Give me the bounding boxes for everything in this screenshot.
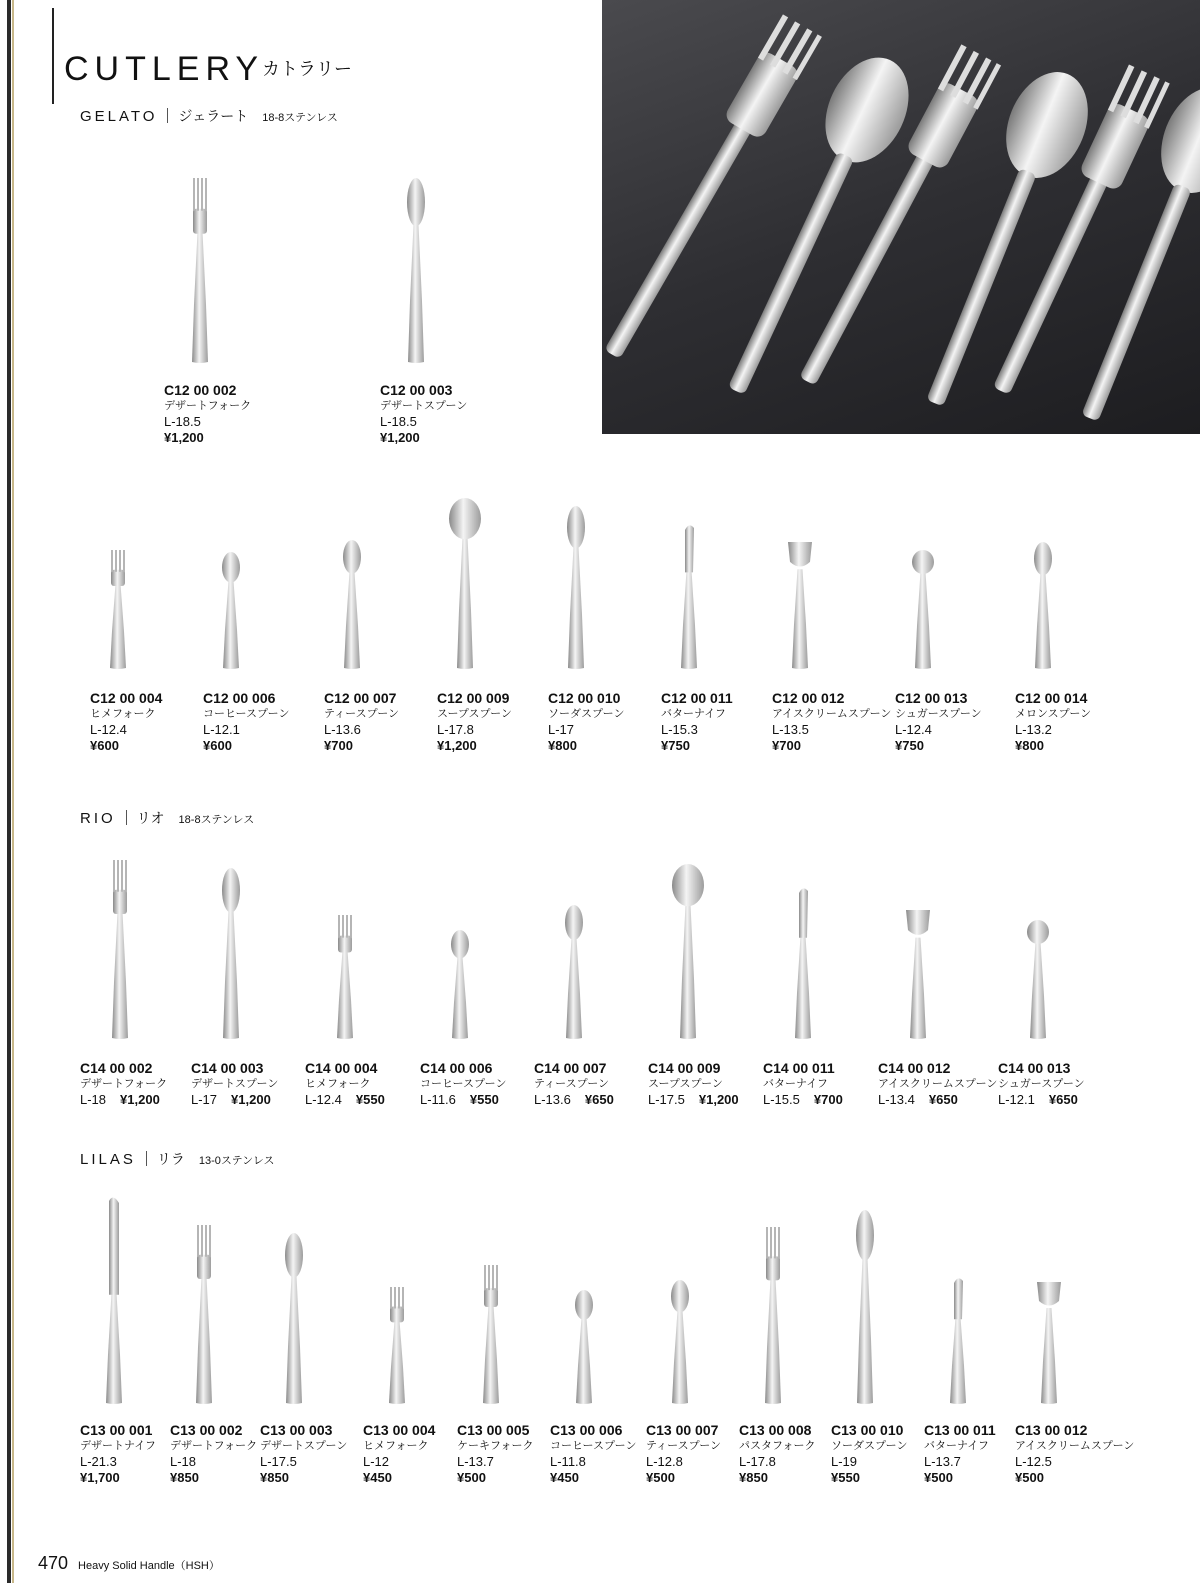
- product-image: [445, 498, 485, 670]
- product-name: バターナイフ: [763, 1078, 828, 1090]
- product-price: ¥650: [584, 1092, 614, 1107]
- sugar-spoon-icon: [1018, 920, 1058, 1040]
- product-name: デザートスプーン: [191, 1078, 279, 1090]
- product-code: C13 00 010: [831, 1422, 904, 1438]
- sugar-spoon-icon: [903, 550, 943, 670]
- series-material: 13-0ステンレス: [198, 1155, 275, 1167]
- product-price: ¥700: [324, 738, 353, 753]
- series-name: GELATO: [80, 108, 158, 125]
- series-material: 18-8ステンレス: [178, 814, 255, 826]
- product-name: アイスクリームスプーン: [1015, 1440, 1135, 1452]
- series-name-ja: リラ: [156, 1151, 185, 1167]
- product-name: デザートフォーク: [170, 1440, 258, 1452]
- product-price: ¥600: [203, 738, 232, 753]
- spoon-icon: [1023, 542, 1063, 670]
- product-code: C14 00 013: [998, 1060, 1071, 1076]
- fork-icon: [753, 1227, 793, 1405]
- product-code: C13 00 002: [170, 1422, 243, 1438]
- product-length: L-17.8: [739, 1454, 776, 1469]
- product-code: C14 00 011: [763, 1060, 835, 1076]
- product-image: [325, 915, 365, 1040]
- product-price: ¥800: [548, 738, 577, 753]
- product-label: [1015, 1422, 1134, 1486]
- product-name: コーヒースプーン: [203, 708, 290, 720]
- spoon-icon: [660, 1280, 700, 1405]
- product-price: ¥600: [90, 738, 119, 753]
- product-code: C13 00 001: [80, 1422, 153, 1438]
- ice-cream-spoon-icon: [1029, 1280, 1069, 1405]
- product-price: ¥700: [813, 1092, 843, 1107]
- product-name: デザートスプーン: [260, 1440, 348, 1452]
- product-name: アイスクリームスプーン: [878, 1078, 998, 1090]
- product-name: デザートフォーク: [164, 400, 252, 412]
- product-code: C12 00 014: [1015, 690, 1088, 706]
- product-price: ¥850: [739, 1470, 768, 1485]
- product-code: C12 00 013: [895, 690, 968, 706]
- product-code: C14 00 006: [420, 1060, 493, 1076]
- product-label: [203, 690, 289, 754]
- product-name: ティースプーン: [324, 708, 400, 720]
- product-code: C12 00 010: [548, 690, 621, 706]
- product-label: [924, 1422, 996, 1486]
- product-code: C13 00 008: [739, 1422, 812, 1438]
- product-code: C13 00 012: [1015, 1422, 1088, 1438]
- product-price: ¥550: [469, 1092, 499, 1107]
- cutlery-photo-illustration: [602, 0, 1200, 434]
- product-price: ¥550: [831, 1470, 860, 1485]
- product-length: L-12.5: [1015, 1454, 1052, 1469]
- product-length-price: [998, 1092, 1085, 1108]
- product-price: ¥500: [457, 1470, 486, 1485]
- product-name: ケーキフォーク: [457, 1440, 534, 1452]
- product-length: L-18: [170, 1454, 197, 1469]
- product-code: C12 00 011: [661, 690, 733, 706]
- product-price: ¥1,200: [120, 1092, 160, 1107]
- fork-icon: [180, 178, 220, 364]
- fork-icon: [100, 860, 140, 1040]
- product-length: L-12: [363, 1454, 390, 1469]
- product-label: [90, 690, 162, 754]
- product-image: [332, 540, 372, 670]
- product-length: L-12.4: [90, 722, 127, 737]
- product-length: L-18.5: [380, 414, 417, 429]
- product-code: C13 00 011: [924, 1422, 996, 1438]
- spoon-icon: [845, 1210, 885, 1405]
- product-length: L-17.5: [260, 1454, 297, 1469]
- product-price: ¥650: [1048, 1092, 1078, 1107]
- product-price: ¥450: [550, 1470, 579, 1485]
- product-length: L-11.6: [420, 1092, 456, 1107]
- product-name: バターナイフ: [661, 708, 726, 720]
- product-length: L-17: [191, 1092, 218, 1107]
- product-length: L-19: [831, 1454, 858, 1469]
- product-image: [1023, 542, 1063, 670]
- spoon-icon: [211, 868, 251, 1040]
- butter-knife-icon: [669, 522, 709, 670]
- product-image: [94, 1193, 134, 1405]
- title-rule: [52, 8, 54, 104]
- product-length: L-12.1: [203, 722, 240, 737]
- product-image: [396, 178, 436, 364]
- product-code: C13 00 006: [550, 1422, 623, 1438]
- product-image: [98, 550, 138, 670]
- product-label: [260, 1422, 347, 1486]
- product-image: [440, 930, 480, 1040]
- product-length: L-13.7: [457, 1454, 494, 1469]
- product-image: [903, 550, 943, 670]
- product-length-price: [191, 1092, 278, 1108]
- product-name: メロンスプーン: [1015, 708, 1092, 720]
- series-name-ja: リオ: [136, 810, 165, 826]
- product-code: C14 00 003: [191, 1060, 264, 1076]
- product-image: [1029, 1280, 1069, 1405]
- product-length-price: [420, 1092, 506, 1108]
- product-code: C12 00 006: [203, 690, 276, 706]
- product-image: [1018, 920, 1058, 1040]
- product-name: デザートナイフ: [80, 1440, 156, 1452]
- butter-knife-icon: [938, 1275, 978, 1405]
- product-image: [377, 1287, 417, 1405]
- product-image: [783, 885, 823, 1040]
- spoon-icon: [554, 905, 594, 1040]
- product-name: デザートスプーン: [380, 400, 468, 412]
- product-price: ¥1,200: [437, 738, 477, 753]
- product-image: [660, 1280, 700, 1405]
- product-name: ティースプーン: [534, 1078, 610, 1090]
- product-label: [1015, 690, 1091, 754]
- product-price: ¥1,200: [380, 430, 420, 445]
- page-spine-accent: [12, 0, 14, 1583]
- product-label: [739, 1422, 815, 1486]
- product-price: ¥800: [1015, 738, 1044, 753]
- product-code: C14 00 007: [534, 1060, 607, 1076]
- product-label: [363, 1422, 435, 1486]
- product-image: [211, 868, 251, 1040]
- product-image: [100, 860, 140, 1040]
- product-price: ¥1,700: [80, 1470, 120, 1485]
- product-length: L-15.3: [661, 722, 698, 737]
- product-price: ¥1,200: [698, 1092, 739, 1107]
- product-name: ヒメフォーク: [90, 708, 156, 720]
- product-image: [753, 1227, 793, 1405]
- product-label: [457, 1422, 533, 1486]
- product-image: [556, 506, 596, 670]
- product-label: [550, 1422, 636, 1486]
- product-image: [668, 864, 708, 1040]
- product-price: ¥1,200: [164, 430, 204, 445]
- product-label: [324, 690, 399, 754]
- fork-icon: [184, 1225, 224, 1405]
- product-code: C14 00 002: [80, 1060, 153, 1076]
- series-name: LILAS: [80, 1151, 136, 1168]
- product-price: ¥550: [355, 1092, 385, 1107]
- product-price: ¥850: [170, 1470, 199, 1485]
- product-name: シュガースプーン: [895, 708, 982, 720]
- product-code: C12 00 002: [164, 382, 237, 398]
- page-title-ja: カトラリー: [262, 59, 352, 79]
- product-length: L-21.3: [80, 1454, 117, 1469]
- product-code: C14 00 012: [878, 1060, 951, 1076]
- product-length: L-13.5: [772, 722, 809, 737]
- product-length: L-17.5: [648, 1092, 685, 1107]
- spoon-icon: [332, 540, 372, 670]
- product-length: L-13.6: [324, 722, 361, 737]
- product-image: [898, 908, 938, 1040]
- spoon-icon: [564, 1290, 604, 1405]
- product-label: [191, 1060, 278, 1108]
- product-image: [554, 905, 594, 1040]
- product-label: [998, 1060, 1085, 1108]
- product-price: ¥500: [646, 1470, 675, 1485]
- fork-icon: [325, 915, 365, 1040]
- product-image: [211, 552, 251, 670]
- product-label: [831, 1422, 907, 1486]
- spoon-icon: [211, 552, 251, 670]
- series-heading-gelato: [80, 108, 338, 124]
- series-heading-rio: [80, 810, 254, 826]
- product-label: [170, 1422, 257, 1486]
- product-label: [437, 690, 512, 754]
- butter-knife-icon: [783, 885, 823, 1040]
- product-name: コーヒースプーン: [420, 1078, 507, 1090]
- product-name: シュガースプーン: [998, 1078, 1085, 1090]
- product-length: L-11.8: [550, 1454, 586, 1469]
- product-price: ¥850: [260, 1470, 289, 1485]
- product-length: L-13.6: [534, 1092, 571, 1107]
- product-price: ¥500: [1015, 1470, 1044, 1485]
- series-heading-lilas: [80, 1151, 275, 1167]
- product-length-price: [534, 1092, 614, 1108]
- product-price: ¥650: [928, 1092, 958, 1107]
- page-footer: [38, 1553, 220, 1574]
- product-length: L-18: [80, 1092, 107, 1107]
- product-name: スープスプーン: [648, 1078, 723, 1090]
- product-label: [878, 1060, 997, 1108]
- soup-spoon-icon: [445, 498, 485, 670]
- product-label: [646, 1422, 721, 1486]
- soup-spoon-icon: [668, 864, 708, 1040]
- product-code: C13 00 007: [646, 1422, 719, 1438]
- product-code: C12 00 007: [324, 690, 397, 706]
- series-name: RIO: [80, 810, 116, 827]
- product-length-price: [763, 1092, 843, 1108]
- product-code: C14 00 004: [305, 1060, 378, 1076]
- fork-icon: [377, 1287, 417, 1405]
- product-name: ヒメフォーク: [363, 1440, 429, 1452]
- product-length-price: [80, 1092, 167, 1108]
- product-code: C13 00 005: [457, 1422, 530, 1438]
- product-length: L-13.4: [878, 1092, 915, 1107]
- product-name: ソーダスプーン: [548, 708, 625, 720]
- product-label: [164, 382, 251, 446]
- spoon-icon: [274, 1233, 314, 1405]
- product-name: デザートフォーク: [80, 1078, 168, 1090]
- product-image: [845, 1210, 885, 1405]
- page-number: 470: [38, 1553, 69, 1573]
- product-length: L-13.7: [924, 1454, 961, 1469]
- product-name: ティースプーン: [646, 1440, 722, 1452]
- product-length: L-12.1: [998, 1092, 1035, 1107]
- product-name: スープスプーン: [437, 708, 512, 720]
- product-length: L-15.5: [763, 1092, 800, 1107]
- product-label: [80, 1422, 156, 1486]
- product-code: C12 00 004: [90, 690, 163, 706]
- product-name: ヒメフォーク: [305, 1078, 371, 1090]
- product-label: [895, 690, 982, 754]
- product-code: C13 00 004: [363, 1422, 436, 1438]
- page-spine: [7, 0, 11, 1583]
- product-code: C13 00 003: [260, 1422, 333, 1438]
- product-label: [772, 690, 891, 754]
- product-length: L-13.2: [1015, 722, 1052, 737]
- product-image: [180, 178, 220, 364]
- product-image: [669, 522, 709, 670]
- fork-icon: [98, 550, 138, 670]
- product-price: ¥750: [895, 738, 924, 753]
- product-length: L-17: [548, 722, 575, 737]
- page-title: CUTLERY: [64, 50, 265, 88]
- product-price: ¥450: [363, 1470, 392, 1485]
- product-label: [661, 690, 733, 754]
- product-length: L-12.8: [646, 1454, 683, 1469]
- product-name: コーヒースプーン: [550, 1440, 637, 1452]
- product-length: L-18.5: [164, 414, 201, 429]
- product-label: [763, 1060, 843, 1108]
- product-label: [380, 382, 467, 446]
- product-label: [648, 1060, 739, 1108]
- product-price: ¥700: [772, 738, 801, 753]
- product-code: C14 00 009: [648, 1060, 721, 1076]
- product-image: [780, 540, 820, 670]
- product-label: [80, 1060, 167, 1108]
- product-name: ソーダスプーン: [831, 1440, 908, 1452]
- spoon-icon: [556, 506, 596, 670]
- product-image: [184, 1225, 224, 1405]
- ice-cream-spoon-icon: [780, 540, 820, 670]
- product-name: バターナイフ: [924, 1440, 989, 1452]
- product-length: L-12.4: [305, 1092, 342, 1107]
- product-label: [548, 690, 624, 754]
- product-price: ¥750: [661, 738, 690, 753]
- product-length-price: [878, 1092, 997, 1108]
- spoon-icon: [396, 178, 436, 364]
- product-length: L-12.4: [895, 722, 932, 737]
- product-name: アイスクリームスプーン: [772, 708, 892, 720]
- spoon-icon: [440, 930, 480, 1040]
- product-label: [305, 1060, 385, 1108]
- product-length-price: [305, 1092, 385, 1108]
- product-image: [938, 1275, 978, 1405]
- product-label: [420, 1060, 506, 1108]
- product-price: ¥1,200: [231, 1092, 271, 1107]
- product-length: L-17.8: [437, 722, 474, 737]
- product-image: [564, 1290, 604, 1405]
- footer-text: Heavy Solid Handle（HSH）: [78, 1560, 220, 1572]
- product-price: ¥500: [924, 1470, 953, 1485]
- product-image: [274, 1233, 314, 1405]
- product-photo: [602, 0, 1200, 434]
- knife-icon: [94, 1193, 134, 1405]
- product-code: C12 00 012: [772, 690, 845, 706]
- product-label: [534, 1060, 614, 1108]
- product-name: パスタフォーク: [739, 1440, 816, 1452]
- product-image: [471, 1265, 511, 1405]
- ice-cream-spoon-icon: [898, 908, 938, 1040]
- product-code: C12 00 009: [437, 690, 510, 706]
- fork-icon: [471, 1265, 511, 1405]
- product-code: C12 00 003: [380, 382, 453, 398]
- series-material: 18-8ステンレス: [262, 112, 338, 124]
- series-name-ja: ジェラート: [178, 108, 249, 124]
- product-length-price: [648, 1092, 739, 1108]
